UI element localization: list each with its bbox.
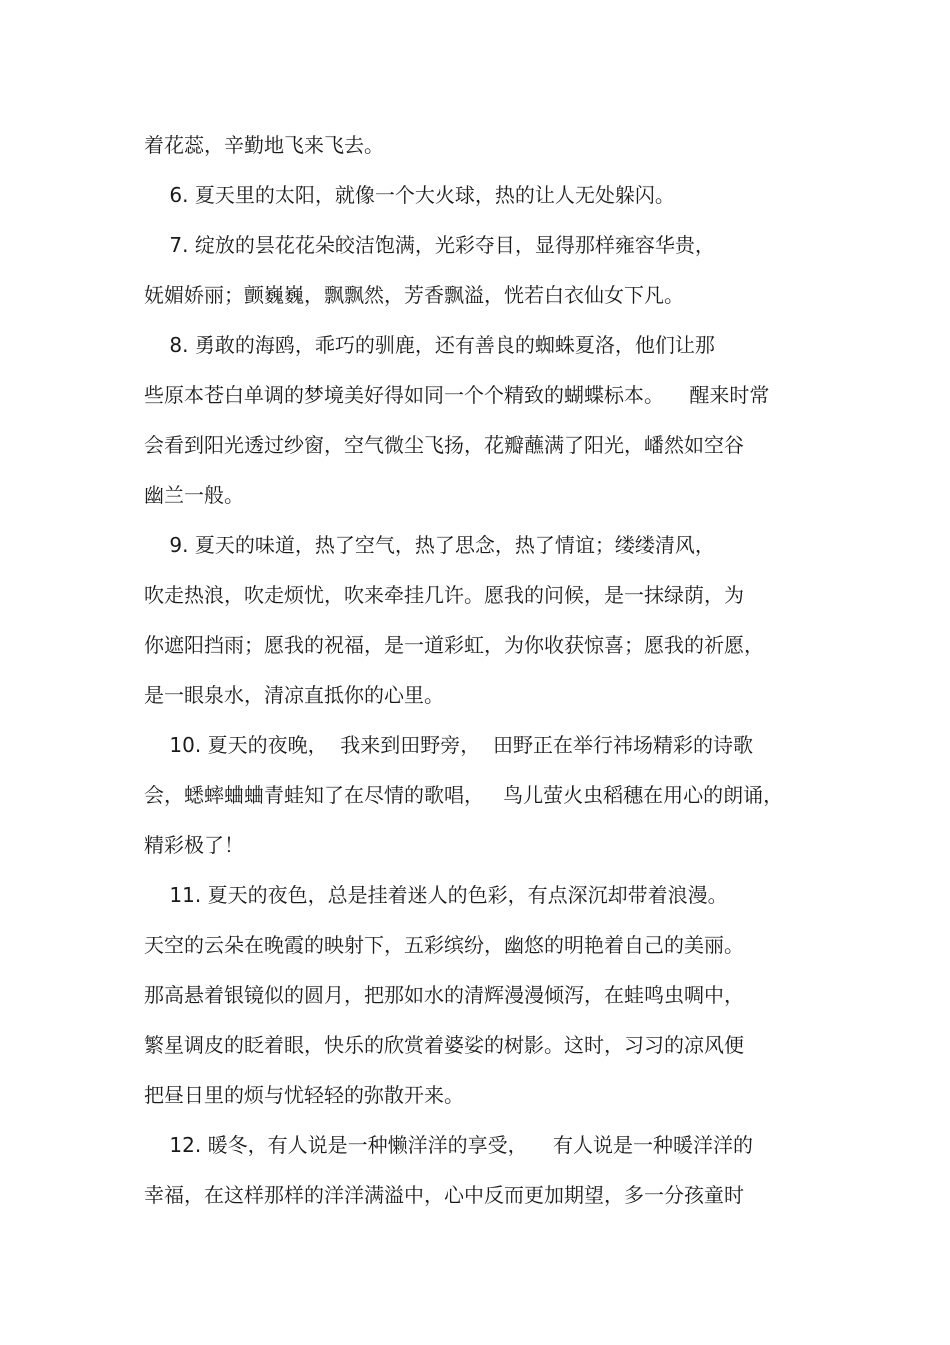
text-line: 8. 勇敢的海鸥，乖巧的驯鹿，还有善良的蜘蛛夏洛，他们让那 — [144, 333, 715, 357]
text-line: 幽兰一般。 — [144, 483, 244, 507]
text-line: 妩媚娇丽；颤巍巍，飘飘然，芳香飘溢，恍若白衣仙女下凡。 — [144, 283, 684, 307]
text-line: 6. 夏天里的太阳，就像一个大火球，热的让人无处躲闪。 — [144, 183, 675, 207]
text-line: 11. 夏天的夜色，总是挂着迷人的色彩，有点深沉却带着浪漫。 — [144, 883, 728, 907]
text-line: 9. 夏天的味道，热了空气，热了思念，热了情谊；缕缕清风， — [144, 533, 715, 557]
text-line: 7. 绽放的昙花花朵皎洁饱满，光彩夺目，显得那样雍容华贵， — [144, 233, 715, 257]
text-line: 天空的云朵在晚霞的映射下，五彩缤纷，幽悠的明艳着自己的美丽。 — [144, 933, 744, 957]
text-line: 繁星调皮的眨着眼，快乐的欣赏着婆娑的树影。这时，习习的凉风便 — [144, 1033, 744, 1057]
text-line: 那高悬着银镜似的圆月，把那如水的清辉漫漫倾泻，在蛙鸣虫啁中， — [144, 983, 744, 1007]
text-line: 10. 夏天的夜晚， 我来到田野旁， 田野正在举行祎场精彩的诗歌 — [144, 733, 754, 757]
text-line: 你遮阳挡雨；愿我的祝福，是一道彩虹，为你收获惊喜；愿我的祈愿， — [144, 633, 764, 657]
text-line: 精彩极了！ — [144, 833, 244, 857]
text-line: 是一眼泉水，清凉直抵你的心里。 — [144, 683, 444, 707]
text-line: 会，蟋蟀蛐蛐青蛙知了在尽情的歌唱， 鸟儿萤火虫稻穗在用心的朗诵， — [144, 783, 784, 807]
text-line: 着花蕊，辛勤地飞来飞去。 — [144, 133, 384, 157]
text-line: 些原本苍白单调的梦境美好得如同一个个精致的蝴蝶标本。 醒来时常 — [144, 383, 770, 407]
text-line: 12. 暖冬，有人说是一种懒洋洋的享受， 有人说是一种暖洋洋的 — [144, 1133, 754, 1157]
text-line: 吹走热浪，吹走烦忧，吹来牵挂几许。愿我的问候，是一抹绿荫，为 — [144, 583, 744, 607]
text-line: 把昼日里的烦与忧轻轻的弥散开来。 — [144, 1083, 464, 1107]
text-line: 幸福，在这样那样的洋洋满溢中，心中反而更加期望，多一分孩童时 — [144, 1183, 744, 1207]
text-line: 会看到阳光透过纱窗，空气微尘飞扬，花瓣蘸满了阳光，嶓然如空谷 — [144, 433, 744, 457]
